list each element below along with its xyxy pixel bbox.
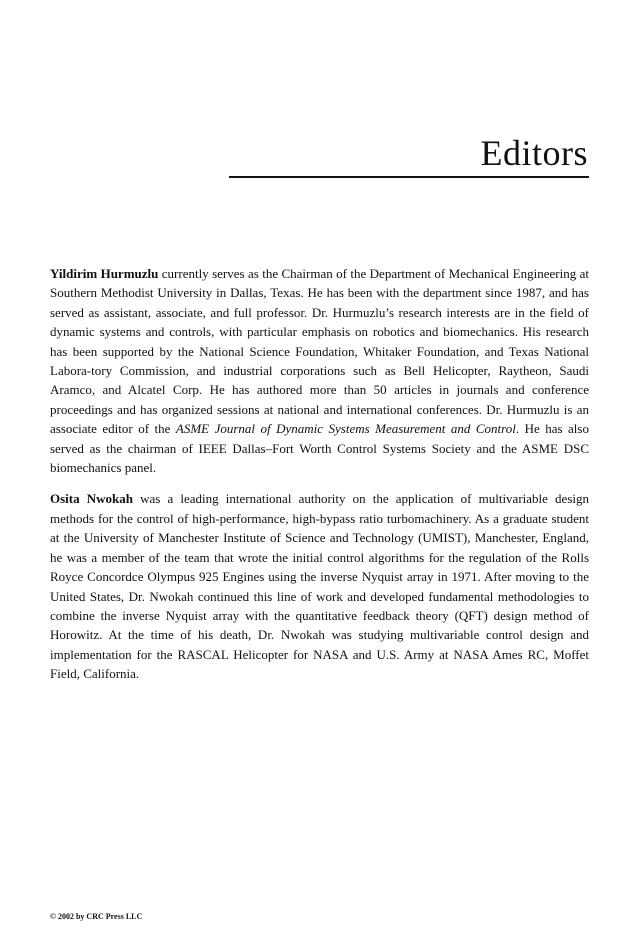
bio-text: . He has also served as the chairman of IEEE Dallas–Fort Worth Control Systems Society and the ASME DSC biomechanics panel. <box>50 421 589 476</box>
page-title: Editors <box>480 133 588 173</box>
journal-title: ASME Journal of Dynamic Systems Measurement and Control <box>175 421 516 437</box>
bio-nwokah <box>50 489 589 683</box>
editor-name: Osita Nwokah <box>50 491 133 507</box>
bio-text: was a leading international authority on the application of multivariable design methods for the control of high-performance, high-bypass ratio turbomachinery. As a graduate student at the University of Manchester Institute of Science and Technology (UMIST), Manchester, England, he was a member of the team that wrote the initial control algorithms for the regulation of the Rolls Royce Concordce Olympus 925 Engines using the inverse Nyquist array in 1971. After moving to the United States, Dr. Nwokah continued this line of work and developed fundamental methodologies to combine the inverse Nyquist array with the quantitative feedback theory (QFT) design method of Horowitz. At the time of his death, Dr. Nwokah was studying multivariable control design and implementation for the RASCAL Helicopter for NASA and U.S. Army at NASA Ames RC, Moffet Field, California. <box>50 491 589 682</box>
editor-bios <box>50 264 589 684</box>
editor-name: Yildirim Hurmuzlu <box>50 266 159 281</box>
bio-text: currently serves as the Chairman of the Department of Mechanical Engineering at Southern Methodist University in Dallas, Texas. He has been with the department since 1987, and has served as assistant, associate, and full professor. Dr. Hurmuzlu’s research interests are in the field of dynamic systems and controls, with particular emphasis on robotics and biomechanics. His research has been supported by the National Science Foundation, Whitaker Foundation, and Texas National Labora-tory Commission, and industrial corporations such as Bell Helicopter, Raytheon, Saudi Aramco, and Alcatel Corp. He has authored more than 50 articles in journals and conference proceedings and has organized sessions at national and international conferences. Dr. Hurmuzlu is an associate editor of the <box>50 266 589 437</box>
bio-hurmuzlu <box>50 264 589 477</box>
title-divider <box>229 176 589 178</box>
copyright-footer: © 2002 by CRC Press LLC <box>50 912 143 921</box>
